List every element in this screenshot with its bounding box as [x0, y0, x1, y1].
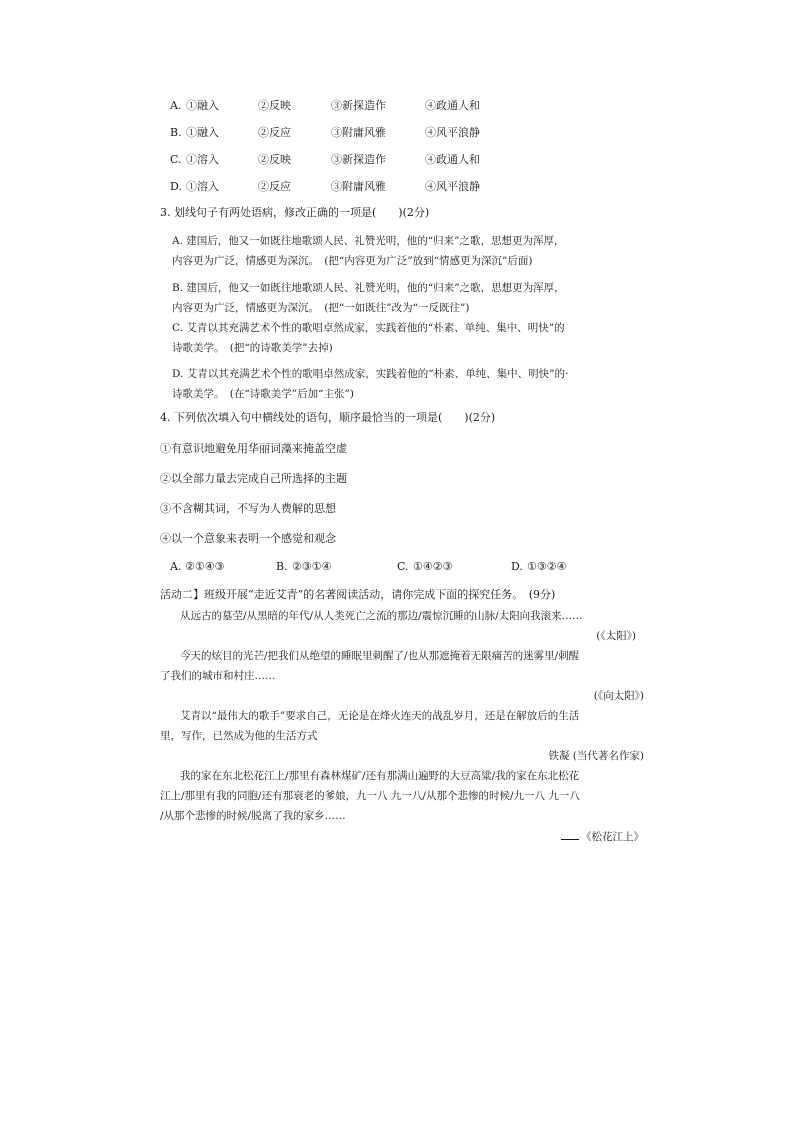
option-choice-3: ③新探造作 [331, 99, 386, 112]
quote-tie-ning-line2: 里，写作，已然成为他的生活方式 [160, 730, 318, 742]
song-source-title: 《松花江上》 [581, 831, 644, 843]
option-choice-2: ②反映 [258, 99, 291, 112]
option-letter: B. [276, 560, 288, 573]
activity-heading: 活动二】班级开展“走近艾青”的名著阅读活动，请你完成下面的探究任务。 (9分) [160, 588, 556, 601]
option-letter: B. [170, 126, 182, 139]
option-letter: C. [397, 560, 409, 573]
fill-blank-line [561, 829, 579, 840]
option-letter: C. [170, 153, 182, 166]
q4-sentence-1: ①有意识地避免用华丽词藻来掩盖空虚 [160, 442, 347, 455]
option-letter: A. [170, 560, 182, 573]
q3-option-b-line2: 内容更为广泛，情感更为深沉。 (把“一如既往”改为“一反既往”) [172, 302, 470, 314]
q3-option-b-line1: B. 建国后，他又一如既往地歌颂人民、礼赞光明，他的“归来”之歌，思想更为浑厚， [172, 282, 565, 294]
option-choice-2: ②反应 [258, 126, 291, 139]
option-text: ①③②④ [527, 560, 567, 573]
q3-option-a-line1: A. 建国后，他又一如既往地歌颂人民、礼赞光明，他的“归来”之歌，思想更为浑厚， [172, 235, 565, 247]
q4-sentence-4: ④以一个意象来表明一个感觉和观念 [160, 532, 336, 545]
q4-sentence-2: ②以全部力量去完成自己所选择的主题 [160, 472, 347, 485]
question-stem: 4. 下列依次填入句中横线处的语句，顺序最恰当的一项是( )(2分) [160, 411, 496, 424]
q3-option-c-line2: 诗歌美学。 (把“的诗歌美学”去掉) [172, 342, 333, 354]
option-choice-1: ①融入 [186, 99, 219, 112]
song-source [540, 829, 644, 844]
option-letter: D. [511, 560, 523, 573]
option-letter: A. [170, 99, 182, 112]
option-choice-4: ④政通人和 [425, 153, 480, 166]
quote-source-tie-ning: 铁凝 (当代著名作家) [548, 750, 644, 762]
option-choice-3: ③附庸风雅 [331, 180, 386, 193]
poem-excerpt-to-sun-line2: 了我们的城市和村庄…… [160, 670, 276, 682]
option-choice-1: ①溶入 [186, 153, 219, 166]
option-choice-2: ②反映 [258, 153, 291, 166]
poem-source-sun: (《太阳》) [596, 630, 636, 642]
q3-option-c-line1: C. 艾青以其充满艺术个性的歌唱卓然成家，实践着他的“朴素、单纯、集中、明快”的 [172, 322, 565, 334]
option-text: ②①④③ [185, 560, 225, 573]
option-choice-3: ③新探造作 [331, 153, 386, 166]
option-choice-2: ②反应 [258, 180, 291, 193]
option-choice-4: ④政通人和 [425, 99, 480, 112]
song-excerpt-line2: 江上/那里有我的同胞/还有那衰老的爹娘，九一八 九一八/从那个悲惨的时候/九一八 九一八 [160, 790, 580, 802]
song-excerpt-line1: 我的家在东北松花江上/那里有森林煤矿/还有那满山遍野的大豆高粱/我的家在东北松花 [180, 770, 580, 782]
option-choice-1: ①融入 [186, 126, 219, 139]
option-choice-1: ①溶入 [186, 180, 219, 193]
q3-option-d-line1: D. 艾青以其充满艺术个性的歌唱卓然成家，实践着他的“朴素、单纯、集中、明快”的· [172, 368, 569, 380]
poem-excerpt-sun: 从远古的墓茔/从黑暗的年代/从人类死亡之流的那边/震惊沉睡的山脉/太阳向我滚来…… [180, 610, 583, 622]
poem-source-to-sun: (《向太阳》) [593, 690, 644, 702]
option-choice-4: ④风平浪静 [425, 180, 480, 193]
quote-tie-ning-line1: 艾青以“最伟大的歌手”要求自己，无论是在烽火连天的战乱岁月，还是在解放后的生活 [180, 710, 580, 722]
option-choice-4: ④风平浪静 [425, 126, 480, 139]
q4-sentence-3: ③不含糊其词，不写为人费解的思想 [160, 502, 336, 515]
song-excerpt-line3: /从那个悲惨的时候/脱离了我的家乡…… [160, 810, 346, 822]
option-letter: D. [170, 180, 182, 193]
option-text: ②③①④ [292, 560, 332, 573]
poem-excerpt-to-sun-line1: 今天的炫目的光芒/把我们从绝望的睡眠里刺醒了/也从那遮掩着无限痛苦的迷雾里/刺醒 [180, 650, 580, 662]
q3-option-a-line2: 内容更为广泛，情感更为深沉。 (把“内容更为广泛”放到“情感更为深沉”后面) [172, 255, 533, 267]
option-choice-3: ③附庸风雅 [331, 126, 386, 139]
option-text: ①④②③ [413, 560, 453, 573]
question-stem: 3. 划线句子有两处语病，修改正确的一项是( )(2分) [160, 206, 430, 219]
q3-option-d-line2: 诗歌美学。 (在“诗歌美学”后加“主张”) [172, 388, 354, 400]
